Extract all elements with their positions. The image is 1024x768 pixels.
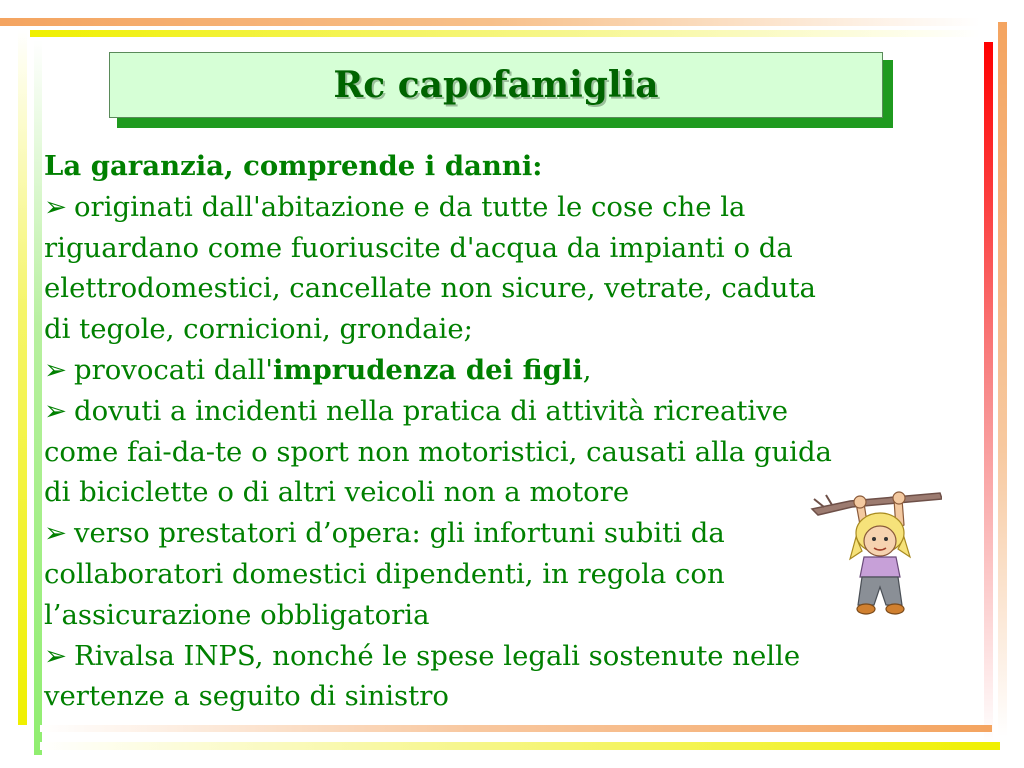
bullet-text: provocati dall' [74,353,273,386]
bullet-line: elettrodomestici, cancellate non sicure, vetrate, caduta [44,272,816,305]
bullet-line: di biciclette o di altri veicoli non a motore [44,476,630,509]
decorative-bar-top-yellow [30,30,980,37]
decorative-bar-top-orange [0,18,980,26]
bullet-line: come fai-da-te o sport non motoristici, causati alla guida [44,435,832,468]
decorative-bar-left-yellow [18,30,27,725]
decorative-bar-right-red [984,42,993,742]
bullet-arrow-icon: ➢ [44,517,68,550]
bullet-line: l’assicurazione obbligatoria [44,598,430,631]
slide-body [44,146,904,717]
bullet-item [44,636,904,718]
decorative-bar-right-orange [998,22,1007,737]
bullet-line: Rivalsa INPS, nonché le spese legali sostenute nelle [74,639,801,672]
bullet-line: verso prestatori d’opera: gli infortuni subiti da [74,517,725,550]
bullet-line: collaboratori domestici dipendenti, in regola con [44,557,725,590]
bullet-item [44,513,904,635]
title-box [109,52,883,118]
decorative-bar-bottom-yellow [40,742,1000,750]
slide-heading: La garanzia, comprende i danni: [44,150,543,182]
bullet-line: riguardano come fuoriuscite d'acqua da impianti o da [44,231,793,264]
child-hanging-from-branch-icon [810,485,942,630]
bullet-line: dovuti a incidenti nella pratica di attività ricreative [74,394,789,427]
bullet-line: originati dall'abitazione e da tutte le cose che la [74,190,746,223]
slide-title: Rc capofamiglia [333,64,659,106]
bullet-item [44,187,904,350]
bullet-arrow-icon: ➢ [44,394,68,427]
bullet-arrow-icon: ➢ [44,353,68,386]
bullet-line: vertenze a seguito di sinistro [44,680,449,713]
bullet-arrow-icon: ➢ [44,639,68,672]
decorative-bar-bottom-orange [40,725,992,732]
bullet-item [44,350,904,391]
bullet-text: , [582,353,592,386]
decorative-bar-left-green [34,40,42,755]
bullet-line: di tegole, cornicioni, grondaie; [44,313,473,346]
bullet-bold-text: imprudenza dei figli [272,353,583,386]
bullet-item [44,391,904,513]
bullet-arrow-icon: ➢ [44,190,68,223]
